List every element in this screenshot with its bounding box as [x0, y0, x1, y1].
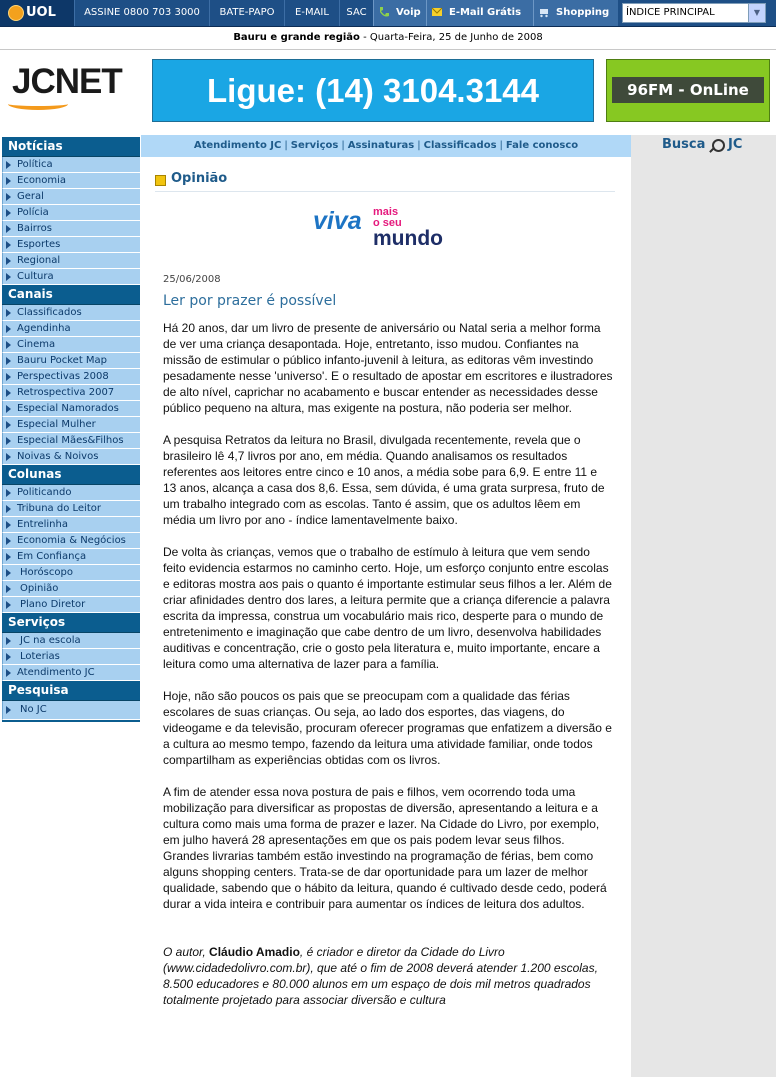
jcnet-logo-text: JCNET — [12, 62, 122, 101]
triangle-icon — [6, 193, 11, 201]
nav-item-label: Especial Mulher — [17, 419, 96, 430]
nav-item-economia-negocios[interactable] — [2, 533, 140, 549]
triangle-icon — [6, 553, 11, 561]
nav-item-label: Tribuna do Leitor — [17, 503, 101, 514]
voip-link[interactable] — [373, 0, 426, 26]
nav-item-em-confianca[interactable] — [2, 549, 140, 565]
phone-icon — [378, 6, 390, 18]
nav-item-politicando[interactable] — [2, 485, 140, 501]
jcnet-logo[interactable] — [6, 62, 146, 106]
email-gratis-label: E-Mail Grátis — [449, 7, 522, 18]
busca-brand: JC — [728, 137, 743, 152]
nav-item-plano-diretor[interactable] — [2, 597, 140, 613]
article-date: 25/06/2008 — [163, 274, 221, 285]
promo-o-seu-text: o seu — [373, 217, 402, 229]
nav-item-label: Entrelinha — [17, 519, 68, 530]
triangle-icon — [6, 521, 11, 529]
nav-item-economia[interactable] — [2, 173, 140, 189]
nav-item-label: Bairros — [17, 223, 52, 234]
nav-item-tribuna[interactable] — [2, 501, 140, 517]
triangle-icon — [6, 706, 11, 714]
article-paragraph: A pesquisa Retratos da leitura no Brasil, divulgada recentemente, revela que o brasileiro lê 4,7 livros por ano, em média. Quando analisamos os resultados referentes aos leitores entre cinco e 10 anos, a média sobe para 6,9. E entre 11 e 13 anos, alcança a casa dos 8,6. Essa, sem dúvida, é uma grata surpresa, fruto de um trabalho integrado com as escolas. Tanto é assim, que os adultos lêem em média um livro por ano - índice lamentavelmente baixo. — [163, 433, 605, 527]
subnav-assinaturas[interactable]: Assinaturas — [347, 140, 415, 151]
nav-item-namorados[interactable] — [2, 401, 140, 417]
radio-96fm-banner[interactable] — [606, 59, 770, 122]
triangle-icon — [6, 309, 11, 317]
nav-item-jc-na-escola[interactable] — [2, 633, 140, 649]
nav-item-label: Em Confiança — [17, 551, 87, 562]
nav-item-label: Bauru Pocket Map — [17, 355, 108, 366]
triangle-icon — [6, 669, 11, 677]
nav-item-pocket-map[interactable] — [2, 353, 140, 369]
article-body — [163, 320, 613, 1024]
uol-logo[interactable] — [0, 0, 74, 26]
article-paragraph: De volta às crianças, vemos que o trabalho de estímulo à leitura que vem sendo feito evidencia estarmos no caminho certo. Hoje, um esforço conjunto entre escolas e editoras mostra aos pais o quanto é importante estimular seus filhos a ler. Além de criar afinidades dentro dos lares, a leitura permite que a criança diferencie a palavra escrita da impressa, construa um vocabulário mais rico, desperte para o mundo de entretenimento e imaginação que cabe dentro de um livro, desenvolva habilidades auditivas e concentração, crie o gosto pela literatura e, muito importante, encare a leitura como uma alternativa de lazer para a família. — [163, 545, 612, 671]
nav-item-loterias[interactable] — [2, 649, 140, 665]
section-title: Opinião — [171, 171, 228, 186]
nav-item-label: Regional — [17, 255, 61, 266]
nav-item-label: Economia & Negócios — [17, 535, 126, 546]
section-header — [155, 171, 615, 192]
ligue-banner[interactable]: Ligue: (14) 3104.3144 — [152, 59, 594, 122]
promo-viva: viva — [313, 207, 362, 235]
nav-item-cultura[interactable] — [2, 269, 140, 285]
author-post: , é criador e diretor da Cidade do Livro (www.cidadedolivro.com.br), que até o fim de 2008 deverá atender 1.200 escolas, 8.500 educadores e 80.000 alunos em um espaço de dois mil metros quadrados totalmente projetado para associar diversão e cultura — [163, 945, 598, 1007]
nav-item-label: No JC — [20, 704, 47, 715]
top-bar — [0, 0, 776, 27]
triangle-icon — [6, 241, 11, 249]
nav-item-label: Política — [17, 159, 53, 170]
triangle-icon — [6, 225, 11, 233]
envelope-icon — [431, 6, 443, 18]
nav-item-label: Plano Diretor — [20, 599, 86, 610]
triangle-icon — [6, 325, 11, 333]
left-nav — [2, 137, 140, 722]
triangle-icon — [6, 257, 11, 265]
nav-item-label: Retrospectiva 2007 — [17, 387, 115, 398]
nav-item-label: Esportes — [17, 239, 61, 250]
nav-item-label: Opinião — [20, 583, 59, 594]
article-paragraph: Há 20 anos, dar um livro de presente de aniversário ou Natal seria a melhor forma de ver uma criança desapontada. Hoje, entretanto, isso mudou. Confiantes na missão de estimular o público infanto-juvenil à leitura, as editoras vêm investindo pesadamente nesse 'universo'. E o resultado de apostar em escritores e ilustradores de alto nível, caprichar no acabamento e buscar entender as necessidades desse público pequeno na altura, mas exigente na postura, não poderia ser melhor. — [163, 321, 613, 415]
triangle-icon — [6, 177, 11, 185]
chevron-down-icon[interactable]: ▼ — [748, 4, 765, 22]
email-link[interactable]: E-MAIL — [284, 0, 339, 26]
nav-section-canais: Canais — [2, 285, 140, 305]
triangle-icon — [6, 569, 11, 577]
subnav-fale-conosco[interactable]: Fale conosco — [505, 140, 579, 151]
nav-item-maes-filhos[interactable] — [2, 433, 140, 449]
nav-item-label: Horóscopo — [20, 567, 73, 578]
nav-item-label: Loterias — [20, 651, 60, 662]
subnav-servicos[interactable]: Serviços — [290, 140, 339, 151]
triangle-icon — [6, 537, 11, 545]
triangle-icon — [6, 489, 11, 497]
nav-item-perspectivas[interactable] — [2, 369, 140, 385]
nav-item-cinema[interactable] — [2, 337, 140, 353]
square-bullet-icon — [155, 175, 166, 186]
nav-section-colunas: Colunas — [2, 465, 140, 485]
nav-item-label: Economia — [17, 175, 67, 186]
nav-item-label: Atendimento JC — [17, 667, 95, 678]
busca-jc[interactable] — [662, 137, 757, 155]
nav-item-label: Agendinha — [17, 323, 71, 334]
author-name: Cláudio Amadio — [209, 945, 300, 959]
triangle-icon — [6, 341, 11, 349]
nav-item-label: Especial Mães&Filhos — [17, 435, 124, 446]
triangle-icon — [6, 585, 11, 593]
triangle-icon — [6, 437, 11, 445]
nav-item-mulher[interactable] — [2, 417, 140, 433]
busca-label: Busca — [662, 137, 706, 152]
triangle-icon — [6, 357, 11, 365]
promo-mais-text: mais — [373, 206, 399, 218]
triangle-icon — [6, 389, 11, 397]
triangle-icon — [6, 653, 11, 661]
date-line — [0, 27, 776, 50]
nav-item-agendinha[interactable] — [2, 321, 140, 337]
voip-label: Voip — [396, 7, 421, 18]
shopping-link[interactable] — [533, 0, 618, 26]
triangle-icon — [6, 421, 11, 429]
assine-link[interactable]: ASSINE 0800 703 3000 — [74, 0, 209, 26]
nav-item-regional[interactable] — [2, 253, 140, 269]
triangle-icon — [6, 405, 11, 413]
nav-item-retrospectiva[interactable] — [2, 385, 140, 401]
nav-item-bairros[interactable] — [2, 221, 140, 237]
index-select-value: ÍNDICE PRINCIPAL — [626, 7, 715, 18]
date-label: - Quarta-Feira, 25 de Junho de 2008 — [359, 32, 543, 43]
nav-item-label: Cinema — [17, 339, 56, 350]
nav-item-no-jc[interactable] — [2, 701, 140, 720]
triangle-icon — [6, 209, 11, 217]
logo-swoosh-icon — [8, 98, 68, 110]
nav-item-label: Especial Namorados — [17, 403, 119, 414]
triangle-icon — [6, 637, 11, 645]
nav-item-label: Perspectivas 2008 — [17, 371, 109, 382]
triangle-icon — [6, 505, 11, 513]
nav-item-label: Geral — [17, 191, 44, 202]
nav-item-opiniao[interactable] — [2, 581, 140, 597]
author-note — [163, 944, 613, 1008]
promo-mundo: mundo — [373, 227, 443, 250]
nav-item-label: Classificados — [17, 307, 82, 318]
right-column — [631, 135, 776, 1077]
nav-bottom-border — [2, 720, 140, 722]
nav-item-entrelinha[interactable] — [2, 517, 140, 533]
sac-link[interactable]: SAC — [339, 0, 373, 26]
radio-96fm-label: 96FM - OnLine — [612, 77, 764, 103]
nav-item-label: Noivas & Noivos — [17, 451, 99, 462]
nav-item-label: Politicando — [17, 487, 72, 498]
email-gratis-link[interactable] — [426, 0, 533, 26]
shopping-label: Shopping — [556, 7, 610, 18]
nav-section-pesquisa: Pesquisa — [2, 681, 140, 701]
bate-papo-link[interactable]: BATE-PAPO — [209, 0, 284, 26]
nav-item-esportes[interactable] — [2, 237, 140, 253]
nav-item-classificados[interactable] — [2, 305, 140, 321]
subnav-atendimento[interactable]: Atendimento JC — [193, 140, 282, 151]
triangle-icon — [6, 601, 11, 609]
triangle-icon — [6, 161, 11, 169]
triangle-icon — [6, 273, 11, 281]
uol-ball-icon — [8, 5, 24, 21]
triangle-icon — [6, 373, 11, 381]
region-label: Bauru e grande região — [233, 32, 360, 43]
article-paragraph: A fim de atender essa nova postura de pais e filhos, vem ocorrendo toda uma mobilização para diversificar as propostas de diversão, apresentando a leitura e a cultura como mais uma forma de prazer e lazer. Na Cidade do Livro, por exemplo, em julho haverá 28 apresentações em que os pais podem levar seus filhos. Grandes livrarias também estão investindo na programação de férias, bem como alguns shopping centers. Trata-se de dar oportunidade para um lazer de melhor qualidade, sabendo que o hábito da leitura, quando é cultivado desde cedo, poderá durar a vida inteira e contribuir para aumentar os índices de leitura dos adultos. — [163, 785, 607, 911]
nav-item-geral[interactable] — [2, 189, 140, 205]
sub-nav: Atendimento JC | Serviços | Assinaturas | Classificados | Fale conosco — [141, 135, 631, 157]
triangle-icon — [6, 453, 11, 461]
subnav-classificados[interactable]: Classificados — [423, 140, 497, 151]
nav-item-label: JC na escola — [20, 635, 81, 646]
nav-item-politica[interactable] — [2, 157, 140, 173]
article-paragraph: Hoje, não são poucos os pais que se preocupam com a qualidade das férias escolares de suas crianças. Ou seja, ao lado dos esportes, das viagens, do videogame e da televisão, procuram oferecer programas que enfatizem a diversão e a cultura ao mesmo tempo, fazendo da leitura uma atividade familiar, onde todos compartilham as experiências obtidas com os livros. — [163, 689, 612, 767]
index-select[interactable] — [622, 3, 766, 23]
nav-item-policia[interactable] — [2, 205, 140, 221]
nav-item-horoscopo[interactable] — [2, 565, 140, 581]
cart-icon — [538, 6, 550, 18]
promo-mais — [373, 207, 402, 229]
nav-section-noticias: Notícias — [2, 137, 140, 157]
nav-item-label: Cultura — [17, 271, 54, 282]
author-pre: O autor, — [163, 945, 210, 959]
article-title: Ler por prazer é possível — [163, 293, 337, 309]
nav-item-atendimento[interactable] — [2, 665, 140, 681]
nav-section-servicos: Serviços — [2, 613, 140, 633]
nav-item-label: Polícia — [17, 207, 49, 218]
magnifier-icon — [712, 139, 725, 152]
uol-label: UOL — [26, 5, 56, 20]
nav-item-noivas[interactable] — [2, 449, 140, 465]
viva-mais-promo[interactable] — [313, 207, 461, 251]
